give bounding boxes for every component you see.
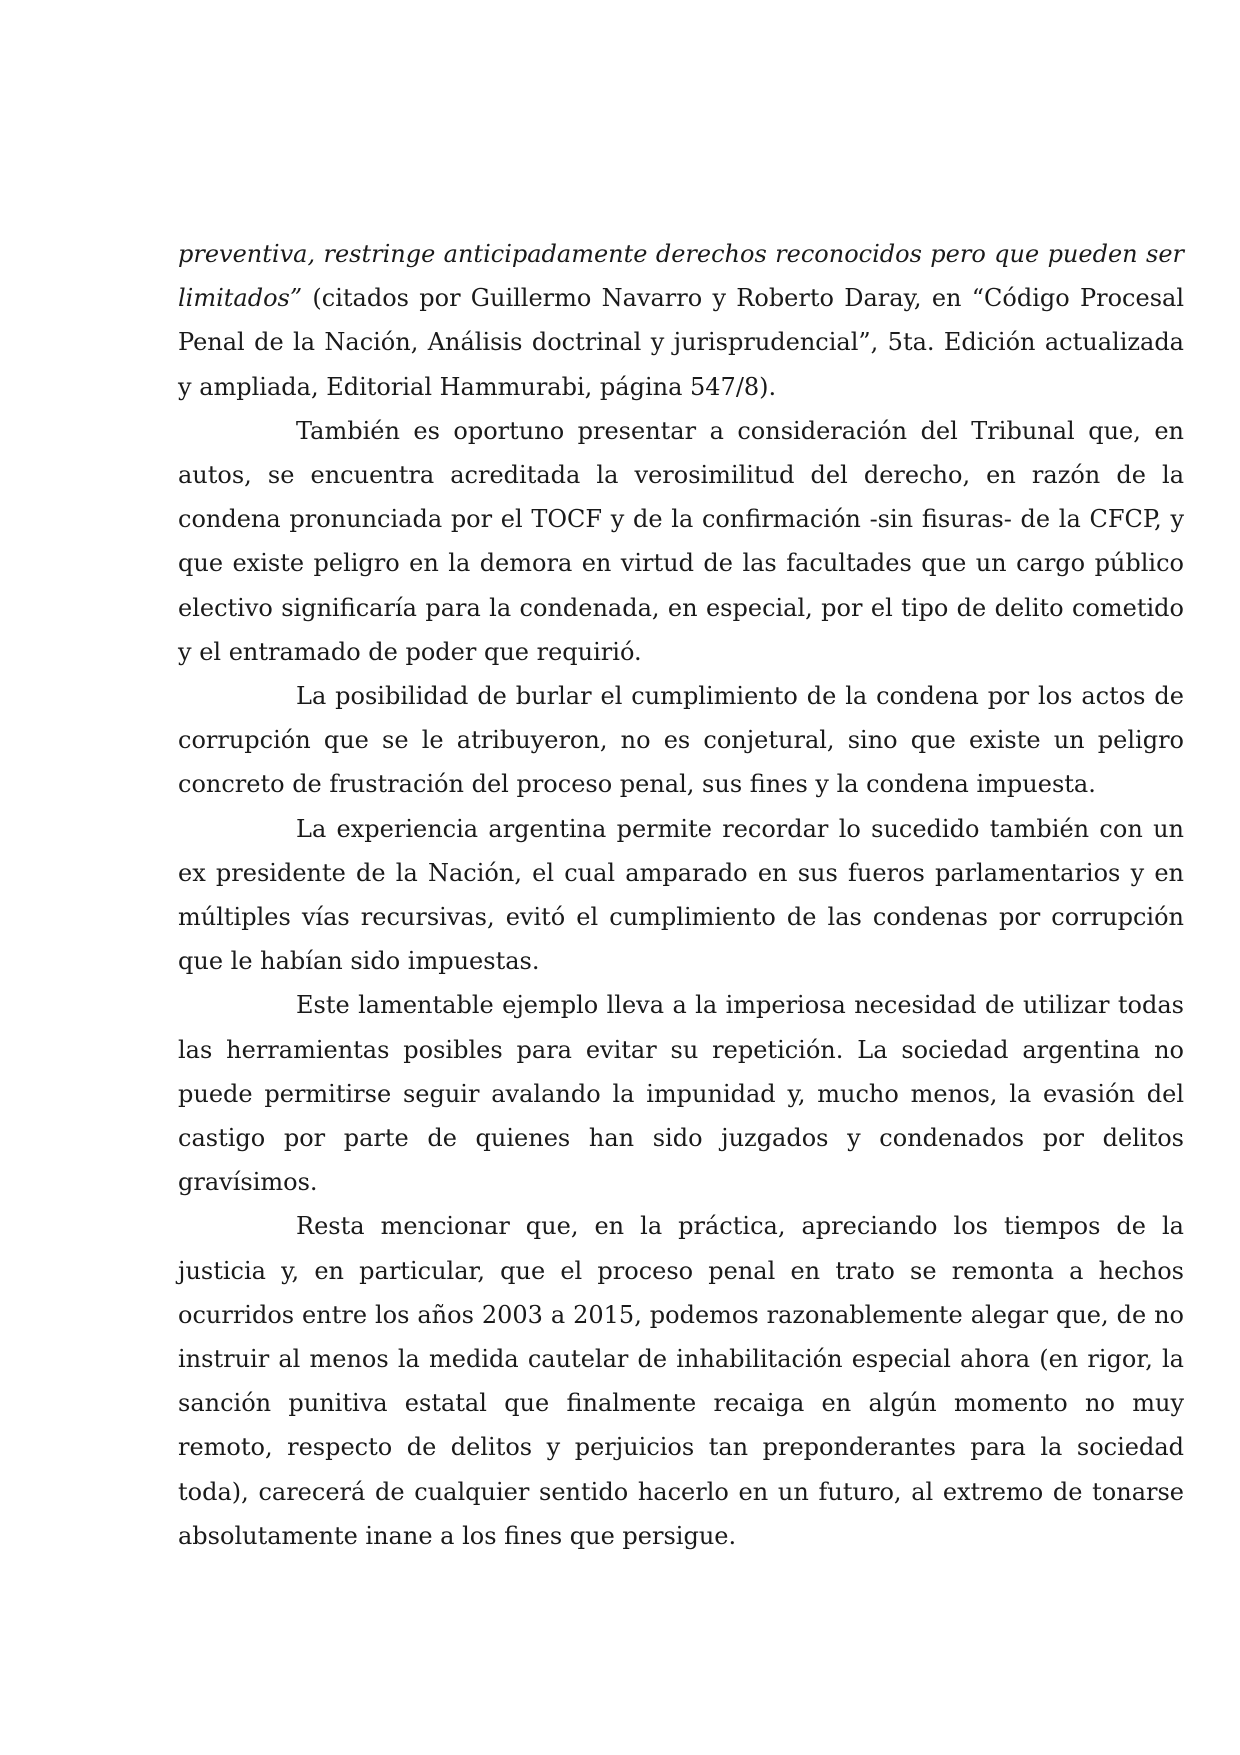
citation-text: (citados por Guillermo Navarro y Roberto Daray, en “Código Procesal Penal de la Nación, Análisis doctrinal y jurisprudencial”, 5ta. Edición actualizada y ampliada, Editorial Hammurabi, página 547/8).	[178, 284, 1184, 401]
paragraph-experiencia-argentina: La experiencia argentina permite recordar lo sucedido también con un ex presidente de la Nación, el cual amparado en sus fueros parlamentarios y en múltiples vías recursivas, evitó el cumplimiento de las condenas por corrupción que le habían sido impuestas.	[178, 814, 1184, 976]
italic-quote: preventiva, restringe anticipadamente derechos reconocidos pero que pueden ser limitados”	[178, 240, 1184, 313]
paragraph-lamentable-ejemplo: Este lamentable ejemplo lleva a la imperiosa necesidad de utilizar todas las herramientas posibles para evitar su repetición. La sociedad argentina no puede permitirse seguir avalando la impunidad y, mucho menos, la evasión del castigo por parte de quienes han sido juzgados y condenados por delitos gravísimos.	[178, 991, 1184, 1197]
paragraph-resta-mencionar: Resta mencionar que, en la práctica, apreciando los tiempos de la justicia y, en particular, que el proceso penal en trato se remonta a hechos ocurridos entre los años 2003 a 2015, podemos razonablemente alegar que, de no instruir al menos la medida cautelar de inhabilitación especial ahora (en rigor, la sanción punitiva estatal que finalmente recaiga en algún momento no muy remoto, respecto de delitos y perjuicios tan preponderantes para la sociedad toda), carecerá de cualquier sentido hacerlo en un futuro, al extremo de tonarse absolutamente inane a los fines que persigue.	[178, 1212, 1184, 1550]
paragraph-burlar-condena: La posibilidad de burlar el cumplimiento de la condena por los actos de corrupción que se le atribuyeron, no es conjetural, sino que existe un peligro concreto de frustración del proceso penal, sus fines y la condena impuesta.	[178, 682, 1184, 799]
paragraph-verosimilitud: También es oportuno presentar a consideración del Tribunal que, en autos, se encuentra acreditada la verosimilitud del derecho, en razón de la condena pronunciada por el TOCF y de la confirmación -sin fisuras- de la CFCP, y que existe peligro en la demora en virtud de las facultades que un cargo público electivo significaría para la condenada, en especial, por el tipo de delito cometido y el entramado de poder que requirió.	[178, 416, 1184, 666]
paragraph-citation	[178, 232, 1184, 409]
document-body	[178, 232, 1184, 1558]
